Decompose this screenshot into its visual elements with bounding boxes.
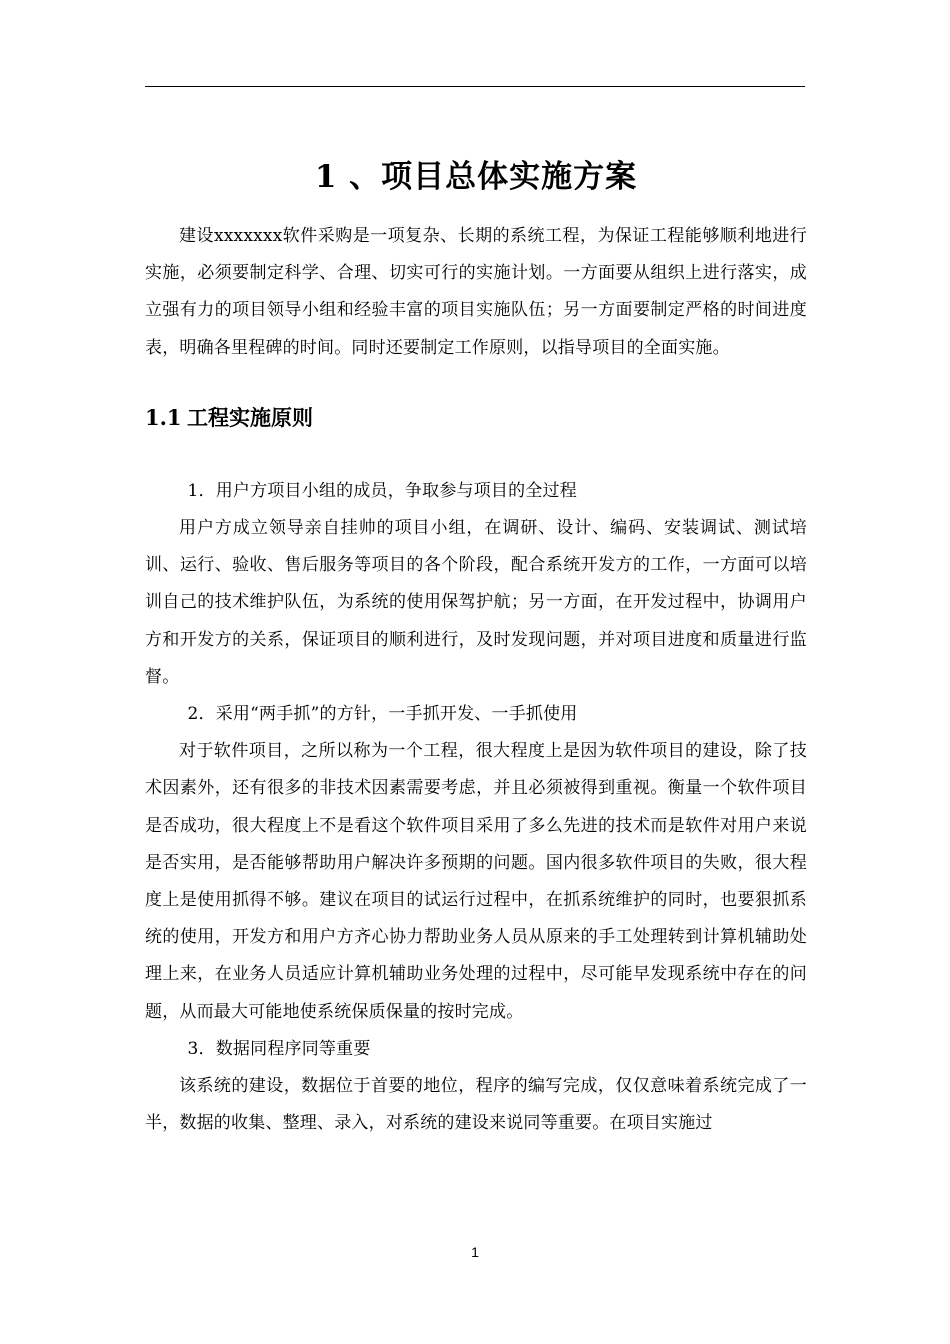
section-title: 工程实施原则	[187, 404, 313, 430]
document-title: 1 、项目总体实施方案	[314, 159, 638, 195]
item-heading-2: 2．采用“两手抓”的方针，一手抓开发、一手抓使用	[187, 704, 578, 725]
section-number: 1.1	[145, 404, 182, 430]
item-body-1: 用户方成立领导亲自挂帅的项目小组，在调研、设计、编码、安装调试、测试培训、运行、验收、售后服务等项目的各个阶段，配合系统开发方的工作，一方面可以培训自己的技术维护队伍，为系统的使用保驾护航；另一方面，在开发过程中，协调用户方和开发方的关系，保证项目的顺利进行，及时发现问题，并对项目进度和质量进行监督。	[145, 518, 807, 687]
section-heading	[145, 403, 807, 433]
intro-paragraph: 建设xxxxxxx软件采购是一项复杂、长期的系统工程，为保证工程能够顺利地进行实施，必须要制定科学、合理、切实可行的实施计划。一方面要从组织上进行落实，成立强有力的项目领导小组和经验丰富的项目实施队伍；另一方面要制定严格的时间进度表，明确各里程碑的时间。同时还要制定工作原则，以指导项目的全面实施。	[145, 226, 807, 358]
item-heading-3: 3．数据同程序同等重要	[187, 1038, 371, 1059]
item-body-3: 该系统的建设，数据位于首要的地位，程序的编写完成，仅仅意味着系统完成了一半，数据的收集、整理、录入，对系统的建设来说同等重要。在项目实施过	[145, 1076, 807, 1134]
document-body	[145, 150, 807, 1142]
header-rule	[145, 86, 805, 87]
page-number: 1	[471, 1244, 479, 1260]
item-heading-1: 1．用户方项目小组的成员，争取参与项目的全过程	[187, 480, 577, 501]
item-body-2: 对于软件项目，之所以称为一个工程，很大程度上是因为软件项目的建设，除了技术因素外，还有很多的非技术因素需要考虑，并且必须被得到重视。衡量一个软件项目是否成功，很大程度上不是看这个软件项目采用了多么先进的技术而是软件对用户来说是否实用，是否能够帮助用户解决许多预期的问题。国内很多软件项目的失败，很大程度上是使用抓得不够。建议在项目的试运行过程中，在抓系统维护的同时，也要狠抓系统的使用，开发方和用户方齐心协力帮助业务人员从原来的手工处理转到计算机辅助处理上来，在业务人员适应计算机辅助业务处理的过程中，尽可能早发现系统中存在的问题，从而最大可能地使系统保质保量的按时完成。	[145, 741, 807, 1022]
